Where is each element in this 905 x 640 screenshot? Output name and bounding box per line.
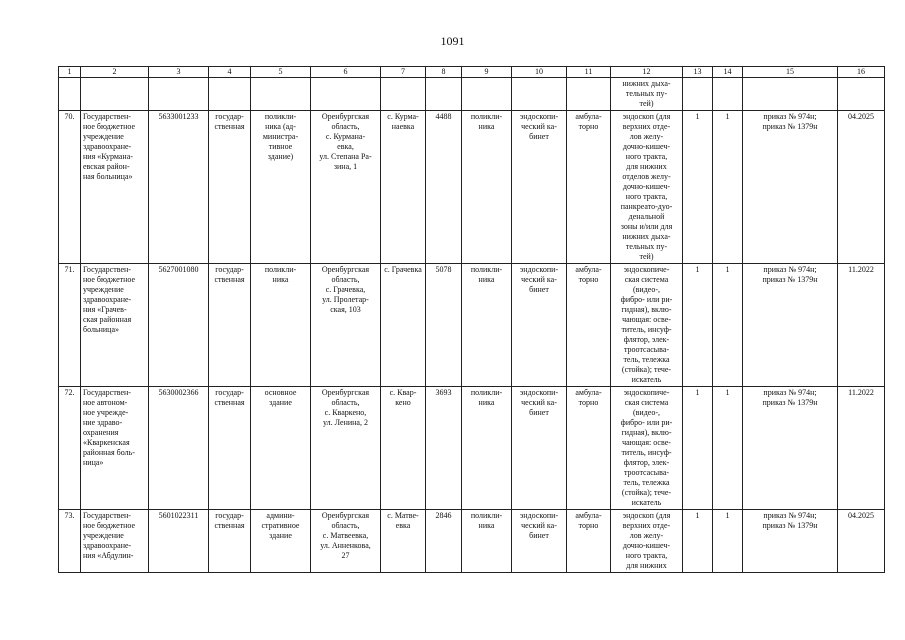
row-number-cell: 70. — [59, 111, 81, 264]
order-cell: приказ № 974н; приказ № 1379н — [743, 387, 838, 510]
care-mode-cell: амбула- торно — [567, 387, 611, 510]
building-cell: поликли- ника (ад- министра- тивное здание) — [251, 111, 311, 264]
organization-cell: Государствен- ное бюджетное учреждение здравоохране- ния «Грачев- ская районная больница» — [81, 264, 149, 387]
unit-cell: поликли- ника — [462, 264, 512, 387]
row-number-cell: 72. — [59, 387, 81, 510]
ownership-cell: государ- ственная — [209, 387, 251, 510]
column-number: 16 — [838, 67, 885, 78]
settlement-cell: с. Квар- кено — [381, 387, 426, 510]
column-number: 14 — [713, 67, 743, 78]
equipment-cell: эндоскопиче- ская система (видео-, фибро- или ри- гидная), вклю- чающая: осве- титель, инсуф- флятор, элек- троотсасыва- тель, тележка (стойка); тече- искатель — [611, 387, 683, 510]
address-cell: Оренбургская область, с. Курмана- евка, ул. Степана Ра- зина, 1 — [311, 111, 381, 264]
ownership-cell: государ- ственная — [209, 264, 251, 387]
column-number: 15 — [743, 67, 838, 78]
count-cell: 1 — [683, 387, 713, 510]
count-cell: 1 — [713, 264, 743, 387]
column-number: 8 — [426, 67, 462, 78]
room-cell: эндоскопи- ческий ка- бинет — [512, 387, 567, 510]
building-cell: поликли- ника — [251, 264, 311, 387]
continuation-row — [59, 78, 885, 111]
inn-cell: 5630002366 — [149, 387, 209, 510]
settlement-cell: с. Грачевка — [381, 264, 426, 387]
room-cell: эндоскопи- ческий ка- бинет — [512, 264, 567, 387]
page-number: 1091 — [440, 34, 465, 48]
ownership-cell: государ- ственная — [209, 510, 251, 573]
date-cell: 11.2022 — [838, 264, 885, 387]
table-row — [59, 387, 885, 510]
population-cell: 4488 — [426, 111, 462, 264]
column-number: 11 — [567, 67, 611, 78]
column-number: 12 — [611, 67, 683, 78]
row-number-cell: 73. — [59, 510, 81, 573]
count-cell: 1 — [683, 111, 713, 264]
date-cell: 04.2025 — [838, 111, 885, 264]
equipment-cell: нижних дыха- тельных пу- тей) — [611, 78, 683, 111]
ownership-cell: государ- ственная — [209, 111, 251, 264]
unit-cell: поликли- ника — [462, 510, 512, 573]
building-cell: основное здание — [251, 387, 311, 510]
organization-cell: Государствен- ное бюджетное учреждение здравоохране- ния «Курмана- евская район- ная больница» — [81, 111, 149, 264]
column-number: 6 — [311, 67, 381, 78]
inn-cell: 5633001233 — [149, 111, 209, 264]
care-mode-cell: амбула- торно — [567, 111, 611, 264]
inn-cell: 5601022311 — [149, 510, 209, 573]
inn-cell: 5627001080 — [149, 264, 209, 387]
register-table — [58, 66, 885, 573]
unit-cell: поликли- ника — [462, 387, 512, 510]
equipment-cell: эндоскоп (для верхних отде- лов желу- дочно-кишеч- ного тракта, для нижних отделов желу- дочно-кишеч- ного тракта, панкреато-дуо- денальной зоны и/или для нижних дыха- тельных пу- тей) — [611, 111, 683, 264]
organization-cell: Государствен- ное бюджетное учреждение здравоохране- ния «Абдулин- — [81, 510, 149, 573]
order-cell: приказ № 974н; приказ № 1379н — [743, 510, 838, 573]
column-number: 7 — [381, 67, 426, 78]
column-number: 9 — [462, 67, 512, 78]
column-number: 1 — [59, 67, 81, 78]
count-cell: 1 — [713, 111, 743, 264]
count-cell: 1 — [713, 510, 743, 573]
column-number: 5 — [251, 67, 311, 78]
equipment-cell: эндоскоп (для верхних отде- лов желу- дочно-кишеч- ного тракта, для нижних — [611, 510, 683, 573]
settlement-cell: с. Матве- евка — [381, 510, 426, 573]
table-row — [59, 264, 885, 387]
order-cell: приказ № 974н; приказ № 1379н — [743, 111, 838, 264]
count-cell: 1 — [683, 264, 713, 387]
column-number: 4 — [209, 67, 251, 78]
building-cell: админи- стративное здание — [251, 510, 311, 573]
room-cell: эндоскопи- ческий ка- бинет — [512, 111, 567, 264]
address-cell: Оренбургская область, с. Грачевка, ул. Пролетар- ская, 103 — [311, 264, 381, 387]
care-mode-cell: амбула- торно — [567, 510, 611, 573]
column-number: 10 — [512, 67, 567, 78]
settlement-cell: с. Курма- наевка — [381, 111, 426, 264]
count-cell: 1 — [683, 510, 713, 573]
unit-cell: поликли- ника — [462, 111, 512, 264]
room-cell: эндоскопи- ческий ка- бинет — [512, 510, 567, 573]
order-cell: приказ № 974н; приказ № 1379н — [743, 264, 838, 387]
equipment-cell: эндоскопиче- ская система (видео-, фибро- или ри- гидная), вклю- чающая: осве- титель, инсуф- флятор, элек- троотсасыва- тель, тележка (стойка); тече- искатель — [611, 264, 683, 387]
table-row — [59, 111, 885, 264]
column-number: 2 — [81, 67, 149, 78]
date-cell: 04.2025 — [838, 510, 885, 573]
column-number: 13 — [683, 67, 713, 78]
address-cell: Оренбургская область, с. Матвеевка, ул. Анненкова, 27 — [311, 510, 381, 573]
population-cell: 3693 — [426, 387, 462, 510]
date-cell: 11.2022 — [838, 387, 885, 510]
column-number-row — [59, 67, 885, 78]
population-cell: 5078 — [426, 264, 462, 387]
column-number: 3 — [149, 67, 209, 78]
population-cell: 2846 — [426, 510, 462, 573]
care-mode-cell: амбула- торно — [567, 264, 611, 387]
row-number-cell: 71. — [59, 264, 81, 387]
count-cell: 1 — [713, 387, 743, 510]
table-row — [59, 510, 885, 573]
address-cell: Оренбургская область, с. Кваркено, ул. Ленина, 2 — [311, 387, 381, 510]
organization-cell: Государствен- ное автоном- ное учрежде- ние здраво- охранения «Кваркенская районная боль- ница» — [81, 387, 149, 510]
